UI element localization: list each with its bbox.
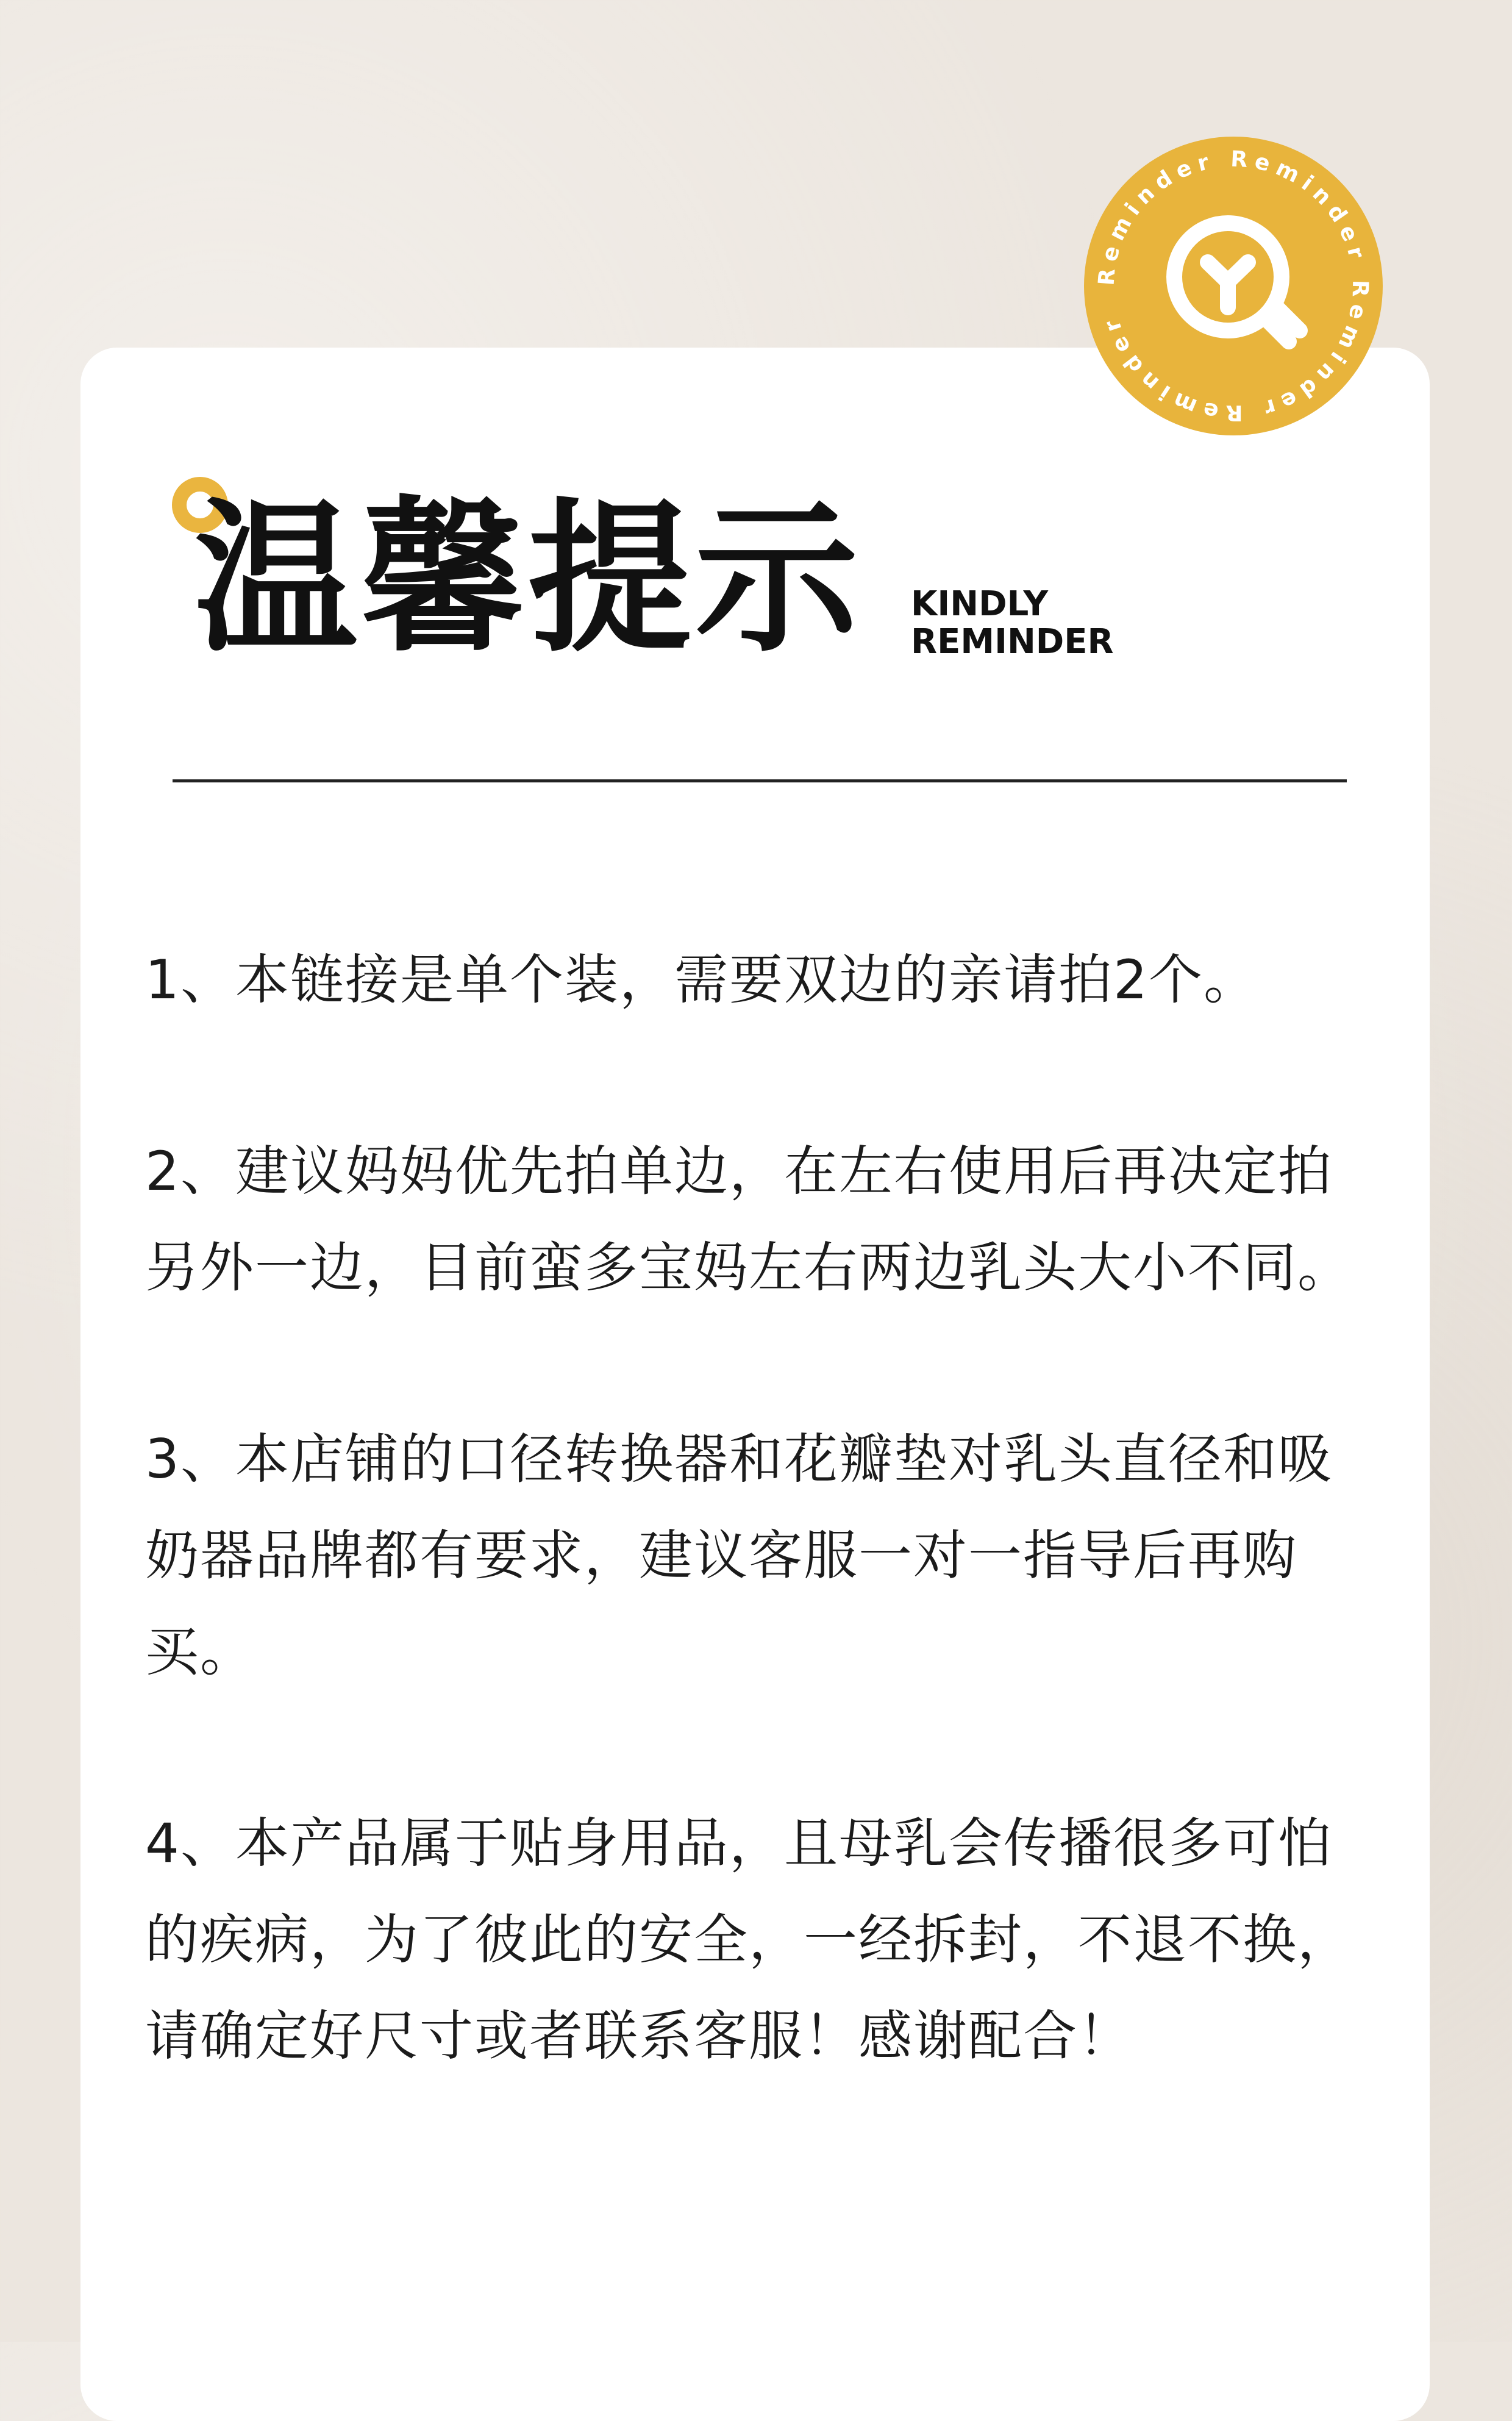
- page-subtitle: [911, 585, 1114, 661]
- notes-list: [145, 932, 1371, 2180]
- note-item-3: 3、本店铺的口径转换器和花瓣垫对乳头直径和吸奶器品牌都有要求，建议客服一对一指导后再购买。: [145, 1428, 1333, 1683]
- subtitle-line-1: KINDLY: [911, 584, 1049, 624]
- note-item-2: 2、建议妈妈优先拍单边，在左右使用后再决定拍另外一边，目前蛮多宝妈左右两边乳头大小不同。: [145, 1140, 1353, 1299]
- reminder-badge: [1083, 135, 1384, 437]
- note-item-1: 1、本链接是单个装，需要双边的亲请拍2个。: [145, 948, 1258, 1011]
- subtitle-line-2: REMINDER: [911, 622, 1114, 662]
- badge-ring-text: Reminder Reminder Reminder Reminder: [1094, 146, 1373, 426]
- title-divider: [173, 779, 1347, 782]
- note-item-4: 4、本产品属于贴身用品，且母乳会传播很多可怕的疾病，为了彼此的安全，一经拆封，不退不换，请确定好尺寸或者联系客服！感谢配合！: [145, 1812, 1353, 2067]
- page-title: 温馨提示: [194, 484, 862, 674]
